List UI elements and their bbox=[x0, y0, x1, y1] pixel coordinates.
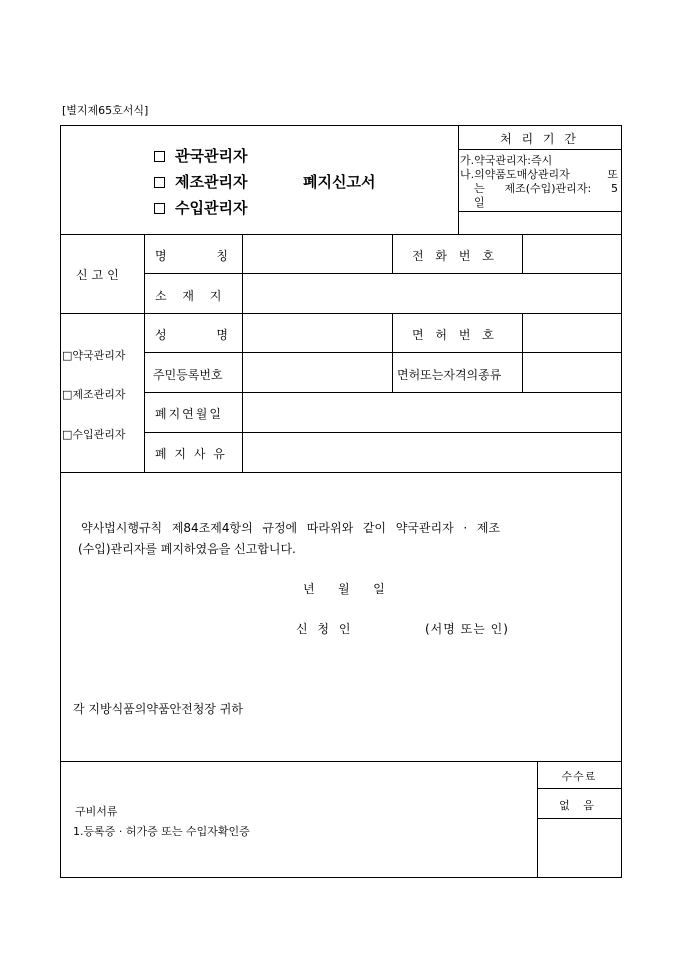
date-line: 년 월 일 bbox=[303, 582, 388, 596]
role-import-checkbox[interactable]: □수입관리자 bbox=[62, 428, 126, 441]
addressee: 각 지방식품의약품안전청장 귀하 bbox=[73, 702, 243, 716]
license-number-label: 면 허 번 호 bbox=[412, 328, 498, 342]
reporter-address-label: 소 재 지 bbox=[155, 289, 228, 303]
closure-reason-field[interactable] bbox=[243, 433, 620, 471]
statement-line-1: 약사법시행규칙 제84조제4항의 규정에 따라위와 같이 약국관리자 · 제조 bbox=[81, 521, 500, 535]
license-type-label: 면허또는자격의종류 bbox=[397, 368, 502, 382]
reporter-name-label: 명 칭 bbox=[155, 249, 228, 263]
checkbox-option-manufacturing[interactable]: 제조관리자 bbox=[154, 171, 247, 192]
statement-line-2: (수입)관리자를 폐지하였음을 신고합니다. bbox=[78, 542, 296, 556]
fee-label: 수수료 bbox=[561, 770, 597, 783]
processing-line-b2: 는 제조(수입)관리자: 5 bbox=[474, 182, 618, 195]
checkbox-icon[interactable] bbox=[154, 203, 165, 214]
checkbox-option-import[interactable]: 수입관리자 bbox=[154, 197, 247, 218]
applicant-label: 신 청 인 bbox=[296, 622, 354, 636]
checkbox-icon[interactable] bbox=[154, 177, 165, 188]
form-code: [별지제65호서식] bbox=[62, 104, 149, 117]
processing-line-b3: 일 bbox=[474, 196, 485, 209]
reporter-name-field[interactable] bbox=[243, 235, 391, 272]
checkbox-icon[interactable] bbox=[154, 151, 165, 162]
manager-name-field[interactable] bbox=[243, 314, 391, 351]
signature-label: (서명 또는 인) bbox=[425, 622, 509, 636]
manager-name-label: 성 명 bbox=[155, 328, 228, 342]
role-manufacturing-checkbox[interactable]: □제조관리자 bbox=[62, 388, 126, 401]
processing-line-a: 가.약국관리자:즉시 bbox=[460, 154, 553, 167]
form-title: 폐지신고서 bbox=[303, 173, 376, 191]
reporter-label: 신고인 bbox=[76, 268, 123, 282]
processing-period-label: 처 리 기 간 bbox=[500, 132, 579, 146]
resident-number-field[interactable] bbox=[243, 353, 391, 391]
closure-reason-label: 폐 지 사 유 bbox=[155, 447, 227, 461]
reporter-phone-label: 전 화 번 호 bbox=[412, 249, 498, 263]
processing-line-b1: 나.의약품도매상관리자 또 bbox=[460, 168, 618, 181]
license-type-field[interactable] bbox=[523, 353, 620, 391]
license-number-field[interactable] bbox=[523, 314, 620, 351]
resident-number-label: 주민등록번호 bbox=[153, 368, 223, 382]
role-pharmacy-checkbox[interactable]: □약국관리자 bbox=[62, 349, 126, 362]
closure-date-label: 폐지연월일 bbox=[155, 407, 223, 421]
required-docs-label: 구비서류 bbox=[75, 805, 118, 818]
checkbox-option-pharmacy[interactable]: 관국관리자 bbox=[154, 145, 247, 166]
reporter-address-field[interactable] bbox=[243, 274, 620, 312]
reporter-phone-field[interactable] bbox=[523, 235, 620, 272]
closure-date-field[interactable] bbox=[243, 393, 620, 431]
required-docs-item: 1.등록증 · 허가증 또는 수입자확인증 bbox=[73, 825, 250, 838]
fee-value: 없 음 bbox=[559, 799, 599, 812]
